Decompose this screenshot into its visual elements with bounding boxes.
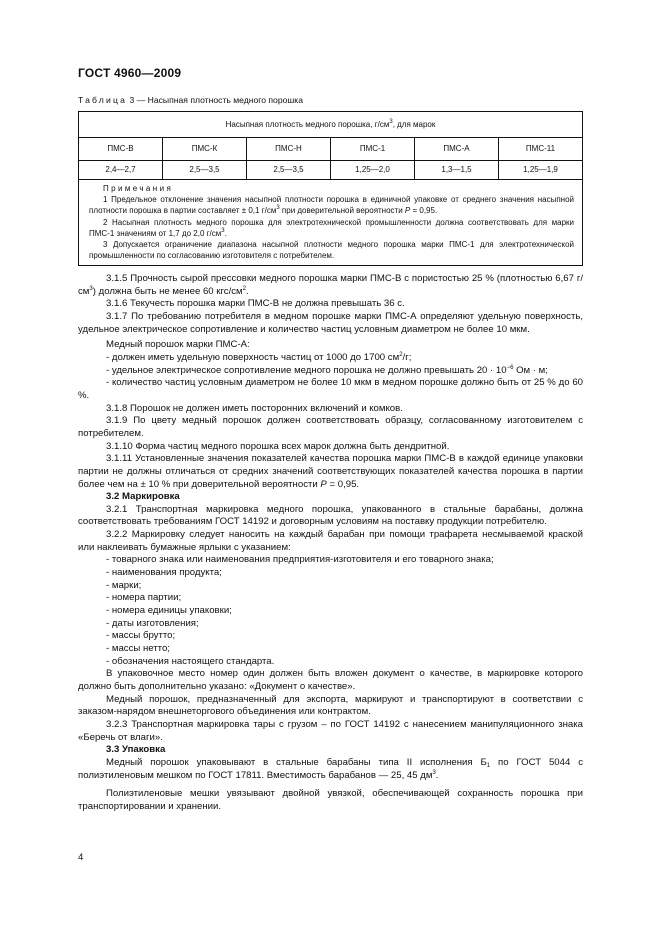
list-item: - номера партии;: [106, 592, 182, 604]
density-table: [78, 111, 583, 266]
list-item: - обозначения настоящего стандарта.: [106, 655, 275, 667]
list-item: - товарного знака или наименования предприятия-изготовителя и его товарного знака;: [106, 554, 494, 566]
grade-header: ПМС-11: [525, 144, 556, 153]
list-item: - массы брутто;: [106, 630, 176, 642]
pmsa-item-2: - удельное электрическое сопротивление медного порошка не должно превышать $20 \cdot 10^{-6}$ Ом · м;: [106, 364, 548, 376]
density-value: 2,5—3,5: [163, 161, 247, 179]
document-body: [78, 273, 583, 814]
grade-header: ПМС-А: [415, 138, 499, 160]
list-item: - массы нетто;: [106, 643, 170, 655]
export-paragraph: Медный порошок, предназначенный для экспорта, маркируют и транспортируют в соответствии с заказом-нарядом внешнеторгового объединения или контрактом.: [78, 693, 583, 718]
bags-paragraph: Полиэтиленовые мешки увязывают двойной увязкой, обеспечивающей сохранность порошка при транспортировании и хранении.: [78, 788, 583, 812]
clause-3-2-1: 3.2.1 Транспортная маркировка медного порошка, упакованного в стальные барабаны, должна соответствовать требованиям ГОСТ 14192 и договорным условиям на поставку продукции потребителю.: [78, 503, 583, 528]
clause-3-1-9: 3.1.9 По цвету медный порошок должен соответствовать образцу, согласованному изготовителем с потребителем.: [78, 415, 583, 439]
grade-header: ПМС-Н: [247, 138, 331, 160]
clause-3-1-10: 3.1.10 Форма частиц медного порошка всех марок должна быть дендритной.: [106, 440, 450, 452]
clause-3-1-5: 3.1.5 Прочность сырой прессовки медного порошка марки ПМС-В с пористостью 25 % (плотностью 6,67 $г/см^3$) должна быть не менее 60 кгс/$см^2$.: [78, 273, 583, 297]
table-caption: [78, 95, 303, 105]
pmsa-intro: Медный порошок марки ПМС-А:: [106, 339, 250, 351]
section-heading-packing: 3.3 Упаковка: [106, 744, 166, 756]
clause-3-1-6: 3.1.6 Текучесть порошка марки ПМС-В не должна превышать 36 с.: [106, 298, 405, 310]
table-row-grades: [79, 138, 582, 161]
document-header: ГОСТ 4960—2009: [78, 66, 182, 80]
list-item: - даты изготовления;: [106, 617, 199, 629]
clause-3-2-3: 3.2.3 Транспортная маркировка тары с грузом – по ГОСТ 14192 с нанесением манипуляционного знака «Беречь от влаги».: [78, 718, 583, 743]
grade-header: ПМС-1: [331, 138, 415, 160]
density-value: 1,3—1,5: [415, 161, 499, 179]
page-number: 4: [78, 852, 84, 863]
note-3: 3 Допускается ограничение диапазона насыпной плотности медного порошка марки ПМС-1 для электротехнической промышленности по согласованию изготовителя с потребителем.: [89, 240, 574, 261]
table-header: Насыпная плотность медного порошка, $г/см^3$, для марок: [79, 112, 582, 138]
section-heading-marking: 3.2 Маркировка: [106, 491, 180, 503]
packing-paragraph: Медный порошок упаковывают в стальные барабаны типа II исполнения $Б_1$ по ГОСТ 5044 с полиэтиленовым мешком по ГОСТ 17811. Вместимость барабанов — 25, 45 $дм^3$.: [78, 756, 584, 781]
pmsa-item-3: - количество частиц условным диаметром не более 10 мкм в медном порошке должно быть от 25 % до 60 %.: [78, 377, 583, 401]
clause-3-1-8: 3.1.8 Порошок не должен иметь посторонних включений и комков.: [106, 402, 403, 414]
clause-3-1-11: 3.1.11 Установленные значения показателей качества порошка марки ПМС-В в каждой единице упаковки партии не должны отличаться от средних значений соответствующих показателей качества порошка в партии более чем на ± 10 % при доверительной вероятности Р = 0,95.: [78, 453, 583, 490]
list-item: - номера единицы упаковки;: [106, 605, 232, 617]
clause-3-2-2: 3.2.2 Маркировку следует наносить на каждый барабан при помощи трафарета несмываемой краской или наклеивать бумажные ярлыки с указанием:: [78, 529, 583, 553]
pmsa-item-1: - должен иметь удельную поверхность частиц от 1000 до 1700 $см^2/г$;: [106, 351, 412, 363]
quality-document-paragraph: В упаковочное место номер один должен быть вложен документ о качестве, в маркировке которого должно быть дополнительно указано: «Документ о качестве».: [78, 668, 583, 692]
table-caption-label: Таблица: [78, 95, 128, 105]
density-value: 1,25—1,9: [523, 165, 558, 174]
list-item: - наименования продукта;: [106, 567, 222, 579]
note-1: 1 Предельное отклонение значения насыпной плотности порошка в единичной упаковке от среднего значения насыпной плотности порошка в партии составляет ± 0,1 $г/см^3$ при доверительной вероятности Р = 0,95.: [89, 195, 574, 216]
density-value: 2,4—2,7: [79, 161, 163, 179]
table-notes: [79, 180, 582, 265]
clause-3-1-7: 3.1.7 По требованию потребителя в медном порошке марки ПМС-А определяют удельную поверхность, удельное электрическое сопротивление и количество частиц условным диаметром не более 10 мкм.: [78, 310, 583, 335]
table-caption-text: 3 — Насыпная плотность медного порошка: [127, 95, 304, 105]
grade-header: ПМС-К: [163, 138, 247, 160]
table-row-values: [79, 161, 582, 180]
note-2: 2 Насыпная плотность медного порошка для электротехнической промышленности должна соответствовать для марки ПМС-1 значениям от 1,7 до 2,0 $г/см^3$.: [89, 217, 574, 238]
notes-title: Примечания: [103, 184, 174, 193]
list-item: - марки;: [106, 579, 142, 591]
density-value: 2,5—3,5: [247, 161, 331, 179]
density-value: 1,25—2,0: [331, 161, 415, 179]
grade-header: ПМС-В: [79, 138, 163, 160]
